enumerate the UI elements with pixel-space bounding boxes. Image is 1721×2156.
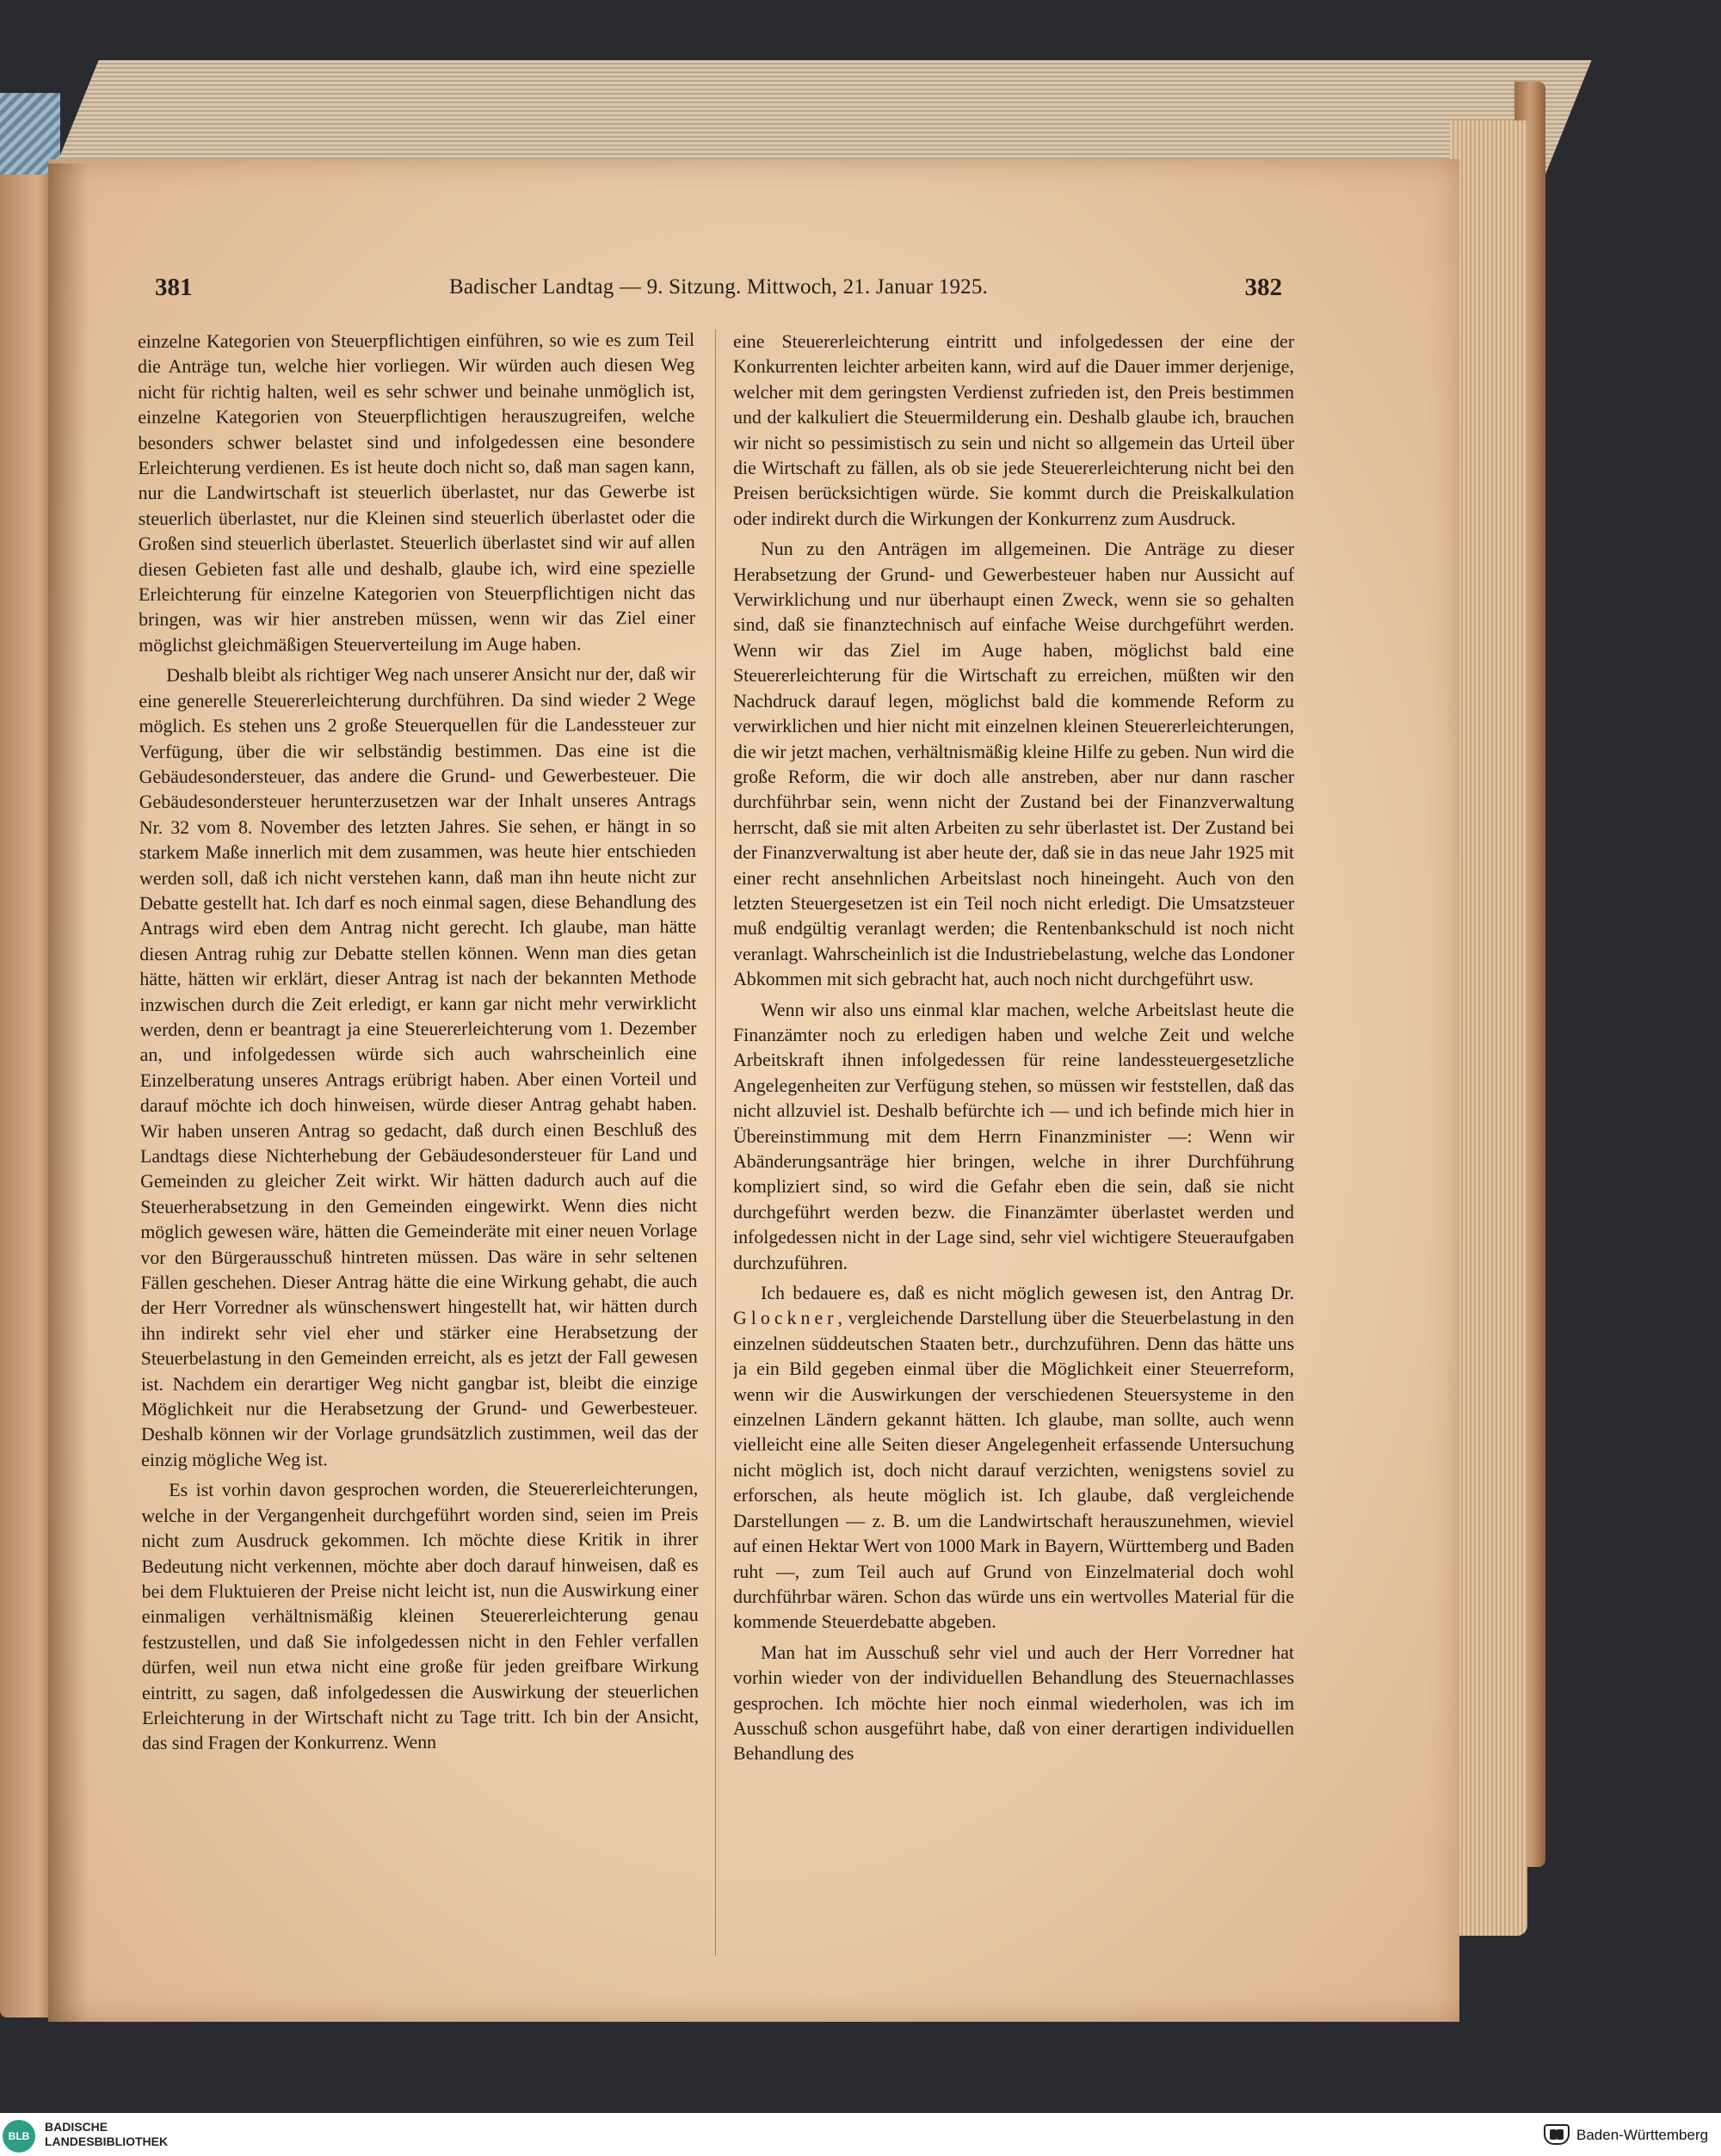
page-block-side-edge — [1450, 120, 1527, 1936]
library-name — [45, 2120, 168, 2149]
state-coat-of-arms-icon — [1544, 2124, 1570, 2145]
library-name-line: LANDESBIBLIOTHEK — [45, 2134, 169, 2148]
running-head: Badischer Landtag — 9. Sitzung. Mittwoch, 21. Januar 1925. — [448, 275, 989, 299]
paragraph: Wenn wir also uns einmal klar machen, welche Arbeitslast heute die Finanzämter noch zu erledigen haben und welche Zeit und welche Arbeitskraft ihnen infolgedessen für reine landessteuergesetzliche Angelegenheiten zur Verfügung stehen, so müssen wir feststellen, daß das nicht allzuviel ist. Deshalb befürchte ich — und ich befinde mich hier in Übereinstimmung mit dem Herrn Finanzminister —: Wenn wir Abänderungsanträge hier bringen, welche in ihrer Durchführung kompliziert sind, so wird die Gefahr eben die sein, daß sie nicht durchgeführt werden bezw. die Finanzämter überlastet werden und infolgedessen nicht in der Lage sind, sehr viel wichtigere Steueraufgaben durchzuführen. — [733, 998, 1294, 1273]
library-logo: BLB — [3, 2120, 35, 2153]
paragraph: einzelne Kategorien von Steuerpflichtigen einführen, so wie es zum Teil die Anträge tun, welche hier vorliegen. Wir würden auch diesen Weg nicht für richtig halten, weil es sehr schwer und beinahe unmöglich ist, einzelne Kategorien von Steuerpflichtigen herauszugreifen, welche besonders schwer belastet sind und infolgedessen eine besondere Erleichterung verdienen. Es ist heute doch nicht so, daß man sagen kann, nur die Landwirtschaft ist steuerlich überlastet, nur das Gewerbe ist steuerlich überlastet, nur die Kleinen sind steuerlich überlastet oder die Großen sind steuerlich überlastet. Steuerlich überlastet sind wir auf allen diesen Gebieten fast alle und deshalb, glaube ich, wird eine spezielle Erleichterung für einzelne Kategorien von Steuerpflichtigen nicht das bringen, was wir hier anstreben müssen, wenn wir das Ziel einer möglichst gleichmäßigen Steuerverteilung im Auge haben. — [138, 328, 696, 656]
text-column-left — [138, 327, 700, 1959]
paragraph: Man hat im Ausschuß sehr viel und auch der Herr Vorredner hat vorhin wieder von der individuellen Behandlung des Steuernachlasses gesprochen. Ich möchte hier noch einmal wiederholen, was ich im Ausschuß schon ausgeführt habe, daß von einer derartigen individuellen Behandlung des — [733, 1641, 1294, 1765]
paragraph: Nun zu den Anträgen im allgemeinen. Die Anträge zu dieser Herabsetzung der Grund- und Gewerbesteuer haben nur Aussicht auf Verwirklichung und nur überhaupt einen Zweck, wenn sie so gehalten sind, daß sie finanztechnisch auf einfache Weise durchgeführt werden. Wenn wir das Ziel im Auge haben, möglichst bald eine Steuererleichterung für die Wirtschaft zu erreichen, müßten wir den Nachdruck darauf legen, möglichst bald die kommende Reform zu verwirklichen und hier nicht mit einzelnen kleinen Steuererleichterungen, die wir jetzt machen, verhältnismäßig kleine Hilfe zu geben. Nun wird die große Reform, die wir doch alle anstreben, aber nur dann rascher durchführbar sein, wenn nicht der Zustand bei der Finanzverwaltung herrscht, daß sie mit alten Arbeiten zu sehr überlastet ist. Der Zustand bei der Finanzverwaltung ist aber heute der, daß sie in das neue Jahr 1925 mit einer recht ansehnlichen Arbeitslast noch hineingeht. Auch von den letzten Steuergesetzen ist ein Teil noch nicht erledigt. Die Umsatzsteuer muß endgültig veranlagt werden; die Rentenbankschuld ist noch nicht veranlagt. Wahrscheinlich ist die Industriebelastung, welche das Londoner Abkommen mit sich gebracht hat, auch noch nicht durchgeführt usw. — [733, 538, 1294, 990]
library-name-line: BADISCHE — [45, 2120, 108, 2134]
page-number-right: 382 — [1244, 274, 1282, 301]
speaker-name: Glockner — [733, 1307, 838, 1329]
paragraph-text: Ich bedauere es, daß es nicht möglich gewesen ist, den Antrag Dr. — [761, 1282, 1294, 1304]
paragraph-text: , vergleichende Darstellung über die Steuerbelastung in den einzelnen süddeutschen Staaten betr., durchzuführen. Denn das hätte uns ja ein Bild gegeben einmal über die Möglichkeit einer Steuerreform, wenn wir die Auswirkungen der verschiedenen Steuersysteme in den einzelnen Ländern gekannt hätten. Ich glaube, man sollte, auch wenn vielleicht eine alle Seiten dieser Angelegenheit erfassende Untersuchung nicht möglich ist, doch nicht darauf verzichten, wenigstens soviel zu erforschen, als heute möglich ist. Ich glaube, daß vergleichende Darstellungen — z. B. um die Landwirtschaft herauszunehmen, wieviel auf einen Hektar Wert von 1000 Mark in Bayern, Württemberg und Baden ruht —, zum Teil auch auf Grund von Einzelmaterial doch wohl durchführbar wären. Schon das würde uns ein wertvolles Material für die kommende Steuerdebatte abgeben. — [733, 1307, 1294, 1633]
paragraph — [733, 1280, 1294, 1635]
column-divider — [715, 330, 716, 1956]
state-name: Baden-Württemberg — [1576, 2127, 1709, 2143]
paragraph: eine Steuererleichterung eintritt und infolgedessen der eine der Konkurrenten leichter arbeiten kann, wird auf die Dauer immer derjenige, welcher mit dem geringsten Verdienst zufrieden ist, den Preis bestimmen und der kalkuliert die Steuermilderung ein. Deshalb glaube ich, brauchen wir nicht so pessimistisch zu sein und nicht so allgemein das Urteil über die Wirtschaft zu fällen, als ob sie jede Steuererleichterung nicht bei den Preisen berücksichtigen würde. Sie kommt durch die Preiskalkulation oder indirekt durch die Wirkungen der Konkurrenz zum Ausdruck. — [733, 330, 1294, 529]
gutter-shadow — [48, 163, 89, 2022]
text-column-right — [733, 329, 1294, 1959]
page-header — [155, 274, 1282, 308]
viewer-footer — [0, 2113, 1721, 2156]
facing-page-edge — [0, 163, 53, 2017]
paragraph: Es ist vorhin davon gesprochen worden, die Steuererleichterungen, welche in der Vergangenheit durchgeführt worden sind, seien im Preis nicht zum Ausdruck gekommen. Ich möchte diese Kritik in ihrer Bedeutung nicht verkennen, möchte aber doch darauf hinweisen, daß es bei dem Fluktuieren der Preise nicht leicht ist, nun die Auswirkung einer einmaligen verhältnismäßig kleinen Steuererleichterung genau festzustellen, und daß Sie infolgedessen nicht in den Fehler verfallen dürfen, weil nun etwa nicht eine große für jeden greifbare Wirkung eintritt, zu sagen, daß infolgedessen die Auswirkung der steuerlichen Erleichterung in der Wirtschaft nicht zu Tage tritt. Ich bin der Ansicht, das sind Fragen der Konkurrenz. Wenn — [141, 1477, 700, 1754]
page-number-left: 381 — [155, 274, 193, 301]
paragraph: Deshalb bleibt als richtiger Weg nach unserer Ansicht nur der, daß wir eine generelle Steuererleichterung durchführen. Da sind wieder 2 Wege möglich. Es stehen uns 2 große Steuerquellen für die Landessteuer zur Verfügung, über die wir selbständig bestimmen. Das eine ist die Gebäudesondersteuer, das andere die Grund- und Gewerbesteuer. Die Gebäudesondersteuer herunterzusetzen war der Inhalt unseres Antrags Nr. 32 vom 8. November des letzten Jahres. Sie sehen, er hängt in so starkem Maße innerlich mit dem zusammen, was heute hier entschieden werden soll, daß ich nicht verstehen kann, daß man ihn heute nicht zur Debatte gestellt hat. Ich darf es noch einmal sagen, diese Behandlung des Antrags wird eben dem Antrag nicht gerecht. Ich glaube, man hätte diesen Antrag ruhig zur Debatte stellen können. Wenn man dies getan hätte, hätten wir erklärt, dieser Antrag ist nach der bekannten Methode inzwischen durch die Zeit erledigt, er kann gar nicht mehr verwirklicht werden, denn er beantragt ja eine Steuererleichterung vom 1. Dezember an, und infolgedessen würde sich auch wahrscheinlich eine Einzelberatung unseres Antrags erübrigt haben. Aber einen Vorteil und darauf möchte ich doch hinweisen, würde dieser Antrag gehabt haben. Wir haben unseren Antrag so gedacht, daß durch einen Beschluß des Landtags diese Nichterhebung der Gebäudesondersteuer für Land und Gemeinden zu gleicher Zeit wirkt. Wir hätten dadurch auch auf die Steuerherabsetzung in den Gemeinden eingewirkt. Wenn dies nicht möglich gewesen wäre, hätten die Gemeinderäte mit einer neuen Vorlage vor den Bürgerausschuß hintreten müssen. Das wäre in sehr seltenen Fällen geschehen. Dieser Antrag hätte die eine Wirkung gehabt, die auch der Herr Vorredner als wünschenswert hingestellt hat, wir hätten durch ihn indirekt sehr viel eher und stärker eine Herabsetzung der Steuerbelastung in den Gemeinden erreicht, als es jetzt der Fall gewesen ist. Nachdem ein derartiger Weg nicht gangbar ist, bleibt die einzige Möglichkeit nur die Herabsetzung der Grund- und Gewerbesteuer. Deshalb können wir der Vorlage grundsätzlich zustimmen, weil das der einzig mögliche Weg ist. — [139, 662, 699, 1470]
